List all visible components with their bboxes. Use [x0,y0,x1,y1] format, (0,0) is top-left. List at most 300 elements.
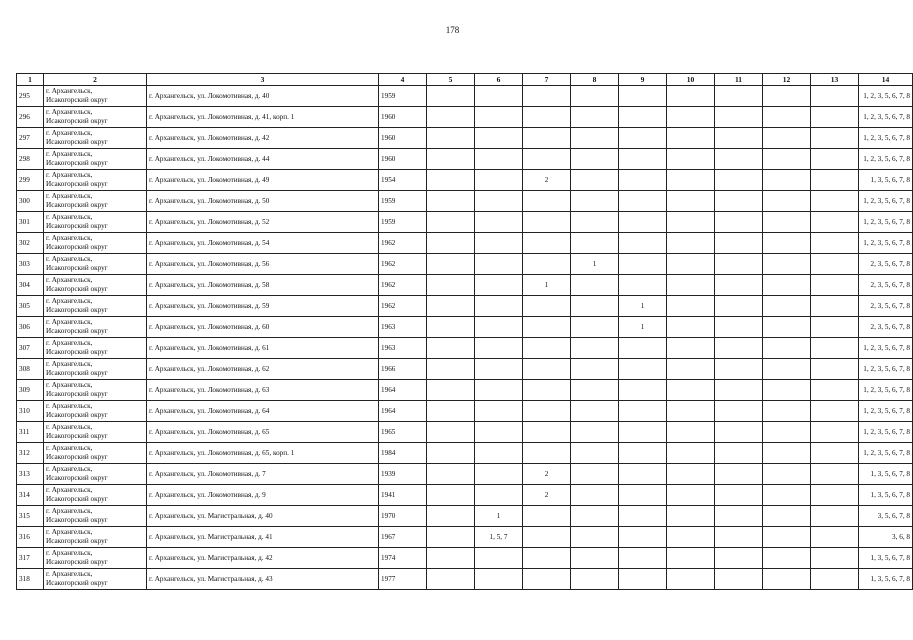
value-cell-5 [427,86,475,107]
value-cell-6 [475,233,523,254]
value-cell-9 [619,443,667,464]
value-cell-6 [475,443,523,464]
location-cell [44,170,147,191]
value-cell-10 [667,527,715,548]
value-cell-9 [619,401,667,422]
value-cell-5 [427,548,475,569]
value-cell-11 [715,548,763,569]
page-number: 178 [445,25,460,35]
city-text: г. Архангельск, [46,171,93,179]
location-cell [44,464,147,485]
value-cell-5 [427,212,475,233]
value-cell-10 [667,317,715,338]
value-cell-6 [475,401,523,422]
column-header: 9 [619,74,667,86]
location-cell [44,254,147,275]
year-cell: 1984 [379,443,427,464]
row-number-cell: 304 [17,275,44,296]
value-cell-11 [715,527,763,548]
value-cell-8 [571,149,619,170]
value-cell-9 [619,548,667,569]
city-text: г. Архангельск, [46,570,93,578]
column-header: 4 [379,74,427,86]
row-number-cell: 305 [17,296,44,317]
row-number-cell: 309 [17,380,44,401]
value-cell-5 [427,569,475,590]
value-cell-12 [763,233,811,254]
value-cell-11 [715,149,763,170]
value-cell-8 [571,128,619,149]
value-cell-7 [523,212,571,233]
address-cell: г. Архангельск, ул. Локомотивная, д. 64 [147,401,379,422]
value-cell-7 [523,296,571,317]
value-cell-9 [619,212,667,233]
value-cell-8 [571,380,619,401]
location-cell [44,275,147,296]
value-cell-7 [523,422,571,443]
column-header: 2 [44,74,147,86]
city-text: г. Архангельск, [46,276,93,284]
value-cell-11 [715,107,763,128]
value-cell-6 [475,170,523,191]
table-row [17,527,913,548]
location-cell [44,128,147,149]
year-cell: 1962 [379,254,427,275]
value-cell-6 [475,296,523,317]
year-cell: 1941 [379,485,427,506]
column-header: 6 [475,74,523,86]
value-cell-8 [571,548,619,569]
value-cell-9 [619,86,667,107]
value-cell-8 [571,107,619,128]
row-number-cell: 296 [17,107,44,128]
location-cell [44,569,147,590]
value-cell-11 [715,506,763,527]
value-cell-10 [667,485,715,506]
criteria-cell: 1, 2, 3, 5, 6, 7, 8 [859,401,913,422]
district-text: Исакогорский округ [46,138,108,146]
table-row [17,296,913,317]
year-cell: 1964 [379,380,427,401]
housing-register-table [16,73,913,590]
value-cell-5 [427,422,475,443]
row-number-cell: 299 [17,170,44,191]
value-cell-11 [715,170,763,191]
value-cell-7 [523,401,571,422]
district-text: Исакогорский округ [46,285,108,293]
row-number-cell: 295 [17,86,44,107]
value-cell-7: 2 [523,485,571,506]
table-row [17,506,913,527]
value-cell-10 [667,191,715,212]
district-text: Исакогорский округ [46,432,108,440]
table-row [17,548,913,569]
address-cell: г. Архангельск, ул. Локомотивная, д. 40 [147,86,379,107]
value-cell-13 [811,107,859,128]
district-text: Исакогорский округ [46,327,108,335]
value-cell-7 [523,569,571,590]
location-cell [44,527,147,548]
address-cell: г. Архангельск, ул. Магистральная, д. 40 [147,506,379,527]
value-cell-10 [667,359,715,380]
table-row [17,422,913,443]
value-cell-7 [523,128,571,149]
value-cell-6: 1 [475,506,523,527]
row-number-cell: 310 [17,401,44,422]
location-cell [44,338,147,359]
city-text: г. Архангельск, [46,423,93,431]
value-cell-7 [523,506,571,527]
value-cell-9 [619,149,667,170]
district-text: Исакогорский округ [46,222,108,230]
value-cell-8 [571,275,619,296]
table-row [17,338,913,359]
table-row [17,464,913,485]
district-text: Исакогорский округ [46,369,108,377]
address-cell: г. Архангельск, ул. Локомотивная, д. 41, корп. 1 [147,107,379,128]
value-cell-10 [667,86,715,107]
criteria-cell: 2, 3, 5, 6, 7, 8 [859,254,913,275]
value-cell-7 [523,443,571,464]
year-cell: 1959 [379,86,427,107]
value-cell-12 [763,275,811,296]
value-cell-12 [763,548,811,569]
value-cell-6 [475,338,523,359]
district-text: Исакогорский округ [46,306,108,314]
value-cell-10 [667,548,715,569]
criteria-cell: 1, 2, 3, 5, 6, 7, 8 [859,107,913,128]
location-cell [44,317,147,338]
value-cell-5 [427,149,475,170]
criteria-cell: 1, 2, 3, 5, 6, 7, 8 [859,338,913,359]
criteria-cell: 1, 2, 3, 5, 6, 7, 8 [859,443,913,464]
location-cell [44,548,147,569]
value-cell-13 [811,275,859,296]
table-row [17,380,913,401]
value-cell-11 [715,296,763,317]
district-text: Исакогорский округ [46,159,108,167]
location-cell [44,212,147,233]
value-cell-5 [427,233,475,254]
value-cell-7 [523,107,571,128]
value-cell-10 [667,401,715,422]
address-cell: г. Архангельск, ул. Локомотивная, д. 65 [147,422,379,443]
district-text: Исакогорский округ [46,96,108,104]
value-cell-13 [811,170,859,191]
city-text: г. Архангельск, [46,381,93,389]
location-cell [44,233,147,254]
value-cell-8 [571,191,619,212]
year-cell: 1960 [379,107,427,128]
value-cell-13 [811,254,859,275]
row-number-cell: 307 [17,338,44,359]
row-number-cell: 314 [17,485,44,506]
column-header: 10 [667,74,715,86]
value-cell-11 [715,443,763,464]
city-text: г. Архангельск, [46,549,93,557]
row-number-cell: 312 [17,443,44,464]
value-cell-5 [427,338,475,359]
city-text: г. Архангельск, [46,129,93,137]
value-cell-9: 1 [619,317,667,338]
value-cell-7 [523,233,571,254]
city-text: г. Архангельск, [46,360,93,368]
column-header: 3 [147,74,379,86]
location-cell [44,422,147,443]
value-cell-6 [475,485,523,506]
value-cell-12 [763,380,811,401]
criteria-cell: 1, 2, 3, 5, 6, 7, 8 [859,359,913,380]
address-cell: г. Архангельск, ул. Локомотивная, д. 7 [147,464,379,485]
year-cell: 1963 [379,338,427,359]
value-cell-13 [811,485,859,506]
column-header: 1 [17,74,44,86]
value-cell-11 [715,128,763,149]
year-cell: 1960 [379,128,427,149]
table-row [17,443,913,464]
value-cell-12 [763,128,811,149]
value-cell-6 [475,212,523,233]
row-number-cell: 300 [17,191,44,212]
location-cell [44,401,147,422]
value-cell-6: 1, 5, 7 [475,527,523,548]
value-cell-12 [763,296,811,317]
value-cell-13 [811,317,859,338]
location-cell [44,485,147,506]
value-cell-7 [523,86,571,107]
value-cell-10 [667,128,715,149]
value-cell-6 [475,149,523,170]
criteria-cell: 1, 2, 3, 5, 6, 7, 8 [859,149,913,170]
city-text: г. Архангельск, [46,108,93,116]
criteria-cell: 1, 3, 5, 6, 7, 8 [859,569,913,590]
value-cell-5 [427,527,475,548]
value-cell-5 [427,443,475,464]
value-cell-7: 1 [523,275,571,296]
value-cell-8 [571,338,619,359]
address-cell: г. Архангельск, ул. Локомотивная, д. 54 [147,233,379,254]
value-cell-12 [763,170,811,191]
value-cell-5 [427,317,475,338]
city-text: г. Архангельск, [46,402,93,410]
address-cell: г. Архангельск, ул. Локомотивная, д. 60 [147,317,379,338]
value-cell-9 [619,380,667,401]
value-cell-11 [715,212,763,233]
criteria-cell: 1, 2, 3, 5, 6, 7, 8 [859,233,913,254]
criteria-cell: 1, 3, 5, 6, 7, 8 [859,548,913,569]
address-cell: г. Архангельск, ул. Локомотивная, д. 58 [147,275,379,296]
table-row [17,86,913,107]
value-cell-10 [667,149,715,170]
value-cell-12 [763,254,811,275]
district-text: Исакогорский округ [46,243,108,251]
value-cell-6 [475,548,523,569]
city-text: г. Архангельск, [46,465,93,473]
value-cell-5 [427,296,475,317]
district-text: Исакогорский округ [46,558,108,566]
value-cell-5 [427,254,475,275]
value-cell-13 [811,359,859,380]
address-cell: г. Архангельск, ул. Локомотивная, д. 50 [147,191,379,212]
address-cell: г. Архангельск, ул. Локомотивная, д. 44 [147,149,379,170]
location-cell [44,443,147,464]
value-cell-7 [523,149,571,170]
value-cell-12 [763,569,811,590]
district-text: Исакогорский округ [46,264,108,272]
location-cell [44,506,147,527]
value-cell-9 [619,422,667,443]
value-cell-8 [571,86,619,107]
row-number-cell: 303 [17,254,44,275]
table-row [17,191,913,212]
table-row [17,485,913,506]
value-cell-13 [811,380,859,401]
value-cell-11 [715,86,763,107]
value-cell-6 [475,107,523,128]
value-cell-12 [763,527,811,548]
value-cell-13 [811,527,859,548]
address-cell: г. Архангельск, ул. Локомотивная, д. 56 [147,254,379,275]
value-cell-6 [475,128,523,149]
value-cell-7 [523,317,571,338]
value-cell-9 [619,506,667,527]
value-cell-11 [715,380,763,401]
criteria-cell: 2, 3, 5, 6, 7, 8 [859,296,913,317]
value-cell-10 [667,380,715,401]
value-cell-11 [715,275,763,296]
value-cell-5 [427,485,475,506]
value-cell-13 [811,296,859,317]
value-cell-5 [427,275,475,296]
criteria-cell: 3, 5, 6, 7, 8 [859,506,913,527]
table-row [17,170,913,191]
value-cell-11 [715,422,763,443]
value-cell-5 [427,359,475,380]
value-cell-8 [571,212,619,233]
value-cell-6 [475,380,523,401]
year-cell: 1962 [379,296,427,317]
column-header: 8 [571,74,619,86]
value-cell-5 [427,506,475,527]
value-cell-9 [619,128,667,149]
year-cell: 1977 [379,569,427,590]
address-cell: г. Архангельск, ул. Локомотивная, д. 9 [147,485,379,506]
address-cell: г. Архангельск, ул. Локомотивная, д. 52 [147,212,379,233]
criteria-cell: 1, 2, 3, 5, 6, 7, 8 [859,191,913,212]
table-row [17,317,913,338]
value-cell-6 [475,464,523,485]
district-text: Исакогорский округ [46,117,108,125]
row-number-cell: 302 [17,233,44,254]
value-cell-7 [523,380,571,401]
address-cell: г. Архангельск, ул. Локомотивная, д. 61 [147,338,379,359]
value-cell-13 [811,338,859,359]
value-cell-12 [763,149,811,170]
table-row [17,233,913,254]
value-cell-8 [571,317,619,338]
value-cell-6 [475,191,523,212]
value-cell-8 [571,296,619,317]
value-cell-6 [475,275,523,296]
table-row [17,569,913,590]
value-cell-11 [715,569,763,590]
value-cell-11 [715,464,763,485]
value-cell-13 [811,464,859,485]
city-text: г. Архангельск, [46,213,93,221]
value-cell-11 [715,485,763,506]
value-cell-9 [619,233,667,254]
value-cell-13 [811,569,859,590]
value-cell-12 [763,86,811,107]
year-cell: 1963 [379,317,427,338]
district-text: Исакогорский округ [46,537,108,545]
value-cell-10 [667,212,715,233]
criteria-cell: 1, 2, 3, 5, 6, 7, 8 [859,380,913,401]
value-cell-5 [427,380,475,401]
value-cell-8 [571,569,619,590]
row-number-cell: 316 [17,527,44,548]
value-cell-10 [667,170,715,191]
value-cell-9 [619,170,667,191]
value-cell-6 [475,422,523,443]
address-cell: г. Архангельск, ул. Магистральная, д. 43 [147,569,379,590]
value-cell-13 [811,443,859,464]
city-text: г. Архангельск, [46,318,93,326]
value-cell-7 [523,338,571,359]
value-cell-10 [667,569,715,590]
row-number-cell: 318 [17,569,44,590]
location-cell [44,86,147,107]
criteria-cell: 1, 3, 5, 6, 7, 8 [859,485,913,506]
criteria-cell: 1, 3, 5, 6, 7, 8 [859,464,913,485]
value-cell-13 [811,149,859,170]
column-header: 5 [427,74,475,86]
value-cell-9 [619,254,667,275]
value-cell-10 [667,275,715,296]
address-cell: г. Архангельск, ул. Локомотивная, д. 63 [147,380,379,401]
row-number-cell: 306 [17,317,44,338]
value-cell-9 [619,527,667,548]
value-cell-6 [475,254,523,275]
district-text: Исакогорский округ [46,474,108,482]
district-text: Исакогорский округ [46,411,108,419]
criteria-cell: 1, 2, 3, 5, 6, 7, 8 [859,212,913,233]
criteria-cell: 1, 3, 5, 6, 7, 8 [859,170,913,191]
value-cell-11 [715,359,763,380]
row-number-cell: 308 [17,359,44,380]
address-cell: г. Архангельск, ул. Локомотивная, д. 59 [147,296,379,317]
value-cell-6 [475,569,523,590]
value-cell-9 [619,107,667,128]
value-cell-10 [667,233,715,254]
city-text: г. Архангельск, [46,486,93,494]
value-cell-10 [667,464,715,485]
city-text: г. Архангельск, [46,150,93,158]
value-cell-13 [811,401,859,422]
value-cell-8 [571,443,619,464]
year-cell: 1970 [379,506,427,527]
value-cell-7: 2 [523,464,571,485]
value-cell-11 [715,233,763,254]
value-cell-8: 1 [571,254,619,275]
year-cell: 1959 [379,191,427,212]
address-cell: г. Архангельск, ул. Локомотивная, д. 49 [147,170,379,191]
value-cell-13 [811,128,859,149]
address-cell: г. Архангельск, ул. Магистральная, д. 42 [147,548,379,569]
criteria-cell: 2, 3, 5, 6, 7, 8 [859,275,913,296]
city-text: г. Архангельск, [46,444,93,452]
value-cell-8 [571,233,619,254]
